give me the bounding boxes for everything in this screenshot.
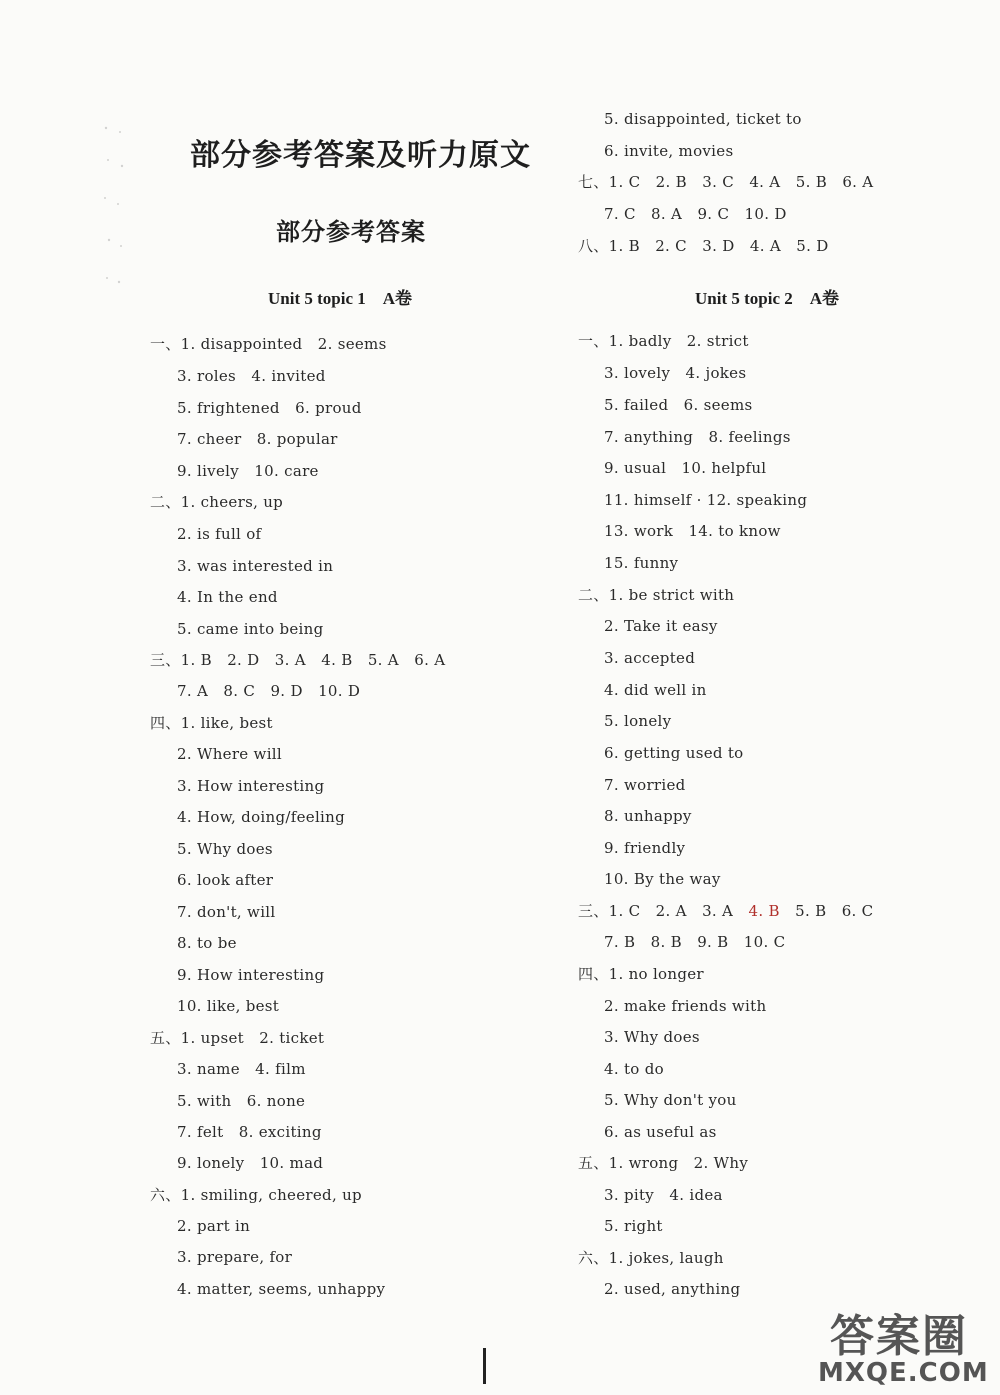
answer-line: 一、1. badly 2. strict [578, 332, 749, 350]
left-unit-heading: Unit 5 topic 1 A卷 [268, 289, 413, 308]
answer-line: 3. prepare, for [177, 1248, 293, 1266]
answer-line: 6. look after [177, 871, 274, 889]
answer-line: 3. accepted [604, 649, 696, 667]
answer-text: 5. B 6. C [779, 902, 874, 920]
answer-line: 4. to do [604, 1060, 664, 1078]
answer-line: 5. right [604, 1217, 663, 1235]
answer-line: 2. Where will [177, 745, 282, 763]
answer-line: 7. felt 8. exciting [177, 1123, 322, 1141]
answer-line: 5. disappointed, ticket to [604, 110, 802, 128]
answer-line: 八、1. B 2. C 3. D 4. A 5. D [578, 237, 829, 255]
answer-line: 3. name 4. film [177, 1060, 306, 1078]
answer-line: 10. like, best [177, 997, 280, 1015]
answer-line: 5. Why does [177, 840, 273, 858]
answer-line: 6. invite, movies [604, 142, 734, 160]
answer-line: 8. to be [177, 934, 237, 952]
answer-line: 5. with 6. none [177, 1092, 306, 1110]
answer-line: 3. roles 4. invited [177, 367, 326, 385]
answer-line: 四、1. no longer [578, 965, 704, 983]
watermark-url: MXQE.COM [818, 1358, 989, 1388]
section-title: 部分参考答案 [276, 218, 426, 246]
answer-line: 9. lively 10. care [177, 462, 319, 480]
answer-line: 7. B 8. B 9. B 10. C [604, 933, 786, 951]
answer-line: 11. himself · 12. speaking [604, 491, 808, 509]
answer-line: 3. lovely 4. jokes [604, 364, 747, 382]
answer-line: 六、1. smiling, cheered, up [150, 1186, 362, 1204]
answer-line: 3. pity 4. idea [604, 1186, 723, 1204]
answer-line: 二、1. be strict with [578, 586, 735, 604]
answer-text: 三、1. C 2. A 3. A [578, 902, 749, 920]
answer-line: 9. friendly [604, 839, 686, 857]
answer-line: 5. failed 6. seems [604, 396, 753, 414]
red-mark-answer: 4. B [748, 902, 780, 920]
answer-line: 3. How interesting [177, 777, 325, 795]
answer-line: 5. came into being [177, 620, 324, 638]
answer-line: 9. lonely 10. mad [177, 1154, 324, 1172]
answer-line: 7. A 8. C 9. D 10. D [177, 682, 361, 700]
answer-line: 6. as useful as [604, 1123, 717, 1141]
answer-line: 4. did well in [604, 681, 707, 699]
answer-line: 7. C 8. A 9. C 10. D [604, 205, 787, 223]
answer-line: 13. work 14. to know [604, 522, 781, 540]
answer-line: 5. Why don't you [604, 1091, 737, 1109]
answer-line: 五、1. upset 2. ticket [150, 1029, 325, 1047]
answer-line: 一、1. disappointed 2. seems [150, 335, 387, 353]
right-unit-heading: Unit 5 topic 2 A卷 [695, 289, 840, 308]
page-number-mark [483, 1348, 486, 1384]
answer-line: 9. usual 10. helpful [604, 459, 767, 477]
answer-line: 6. getting used to [604, 744, 744, 762]
answer-line: 4. In the end [177, 588, 278, 606]
answer-line: 7. cheer 8. popular [177, 430, 338, 448]
answer-line-mixed [578, 901, 873, 921]
answer-line: 7. don't, will [177, 903, 276, 921]
answer-line: 2. used, anything [604, 1280, 741, 1298]
answer-line: 七、1. C 2. B 3. C 4. A 5. B 6. A [578, 173, 874, 191]
answer-line: 9. How interesting [177, 966, 325, 984]
answer-line: 四、1. like, best [150, 714, 273, 732]
answer-line: 2. part in [177, 1217, 251, 1235]
answer-line: 5. frightened 6. proud [177, 399, 362, 417]
answer-line: 2. Take it easy [604, 617, 718, 635]
answer-line: 五、1. wrong 2. Why [578, 1154, 749, 1172]
site-watermark [812, 1300, 992, 1390]
answer-line: 六、1. jokes, laugh [578, 1249, 724, 1267]
answer-line: 15. funny [604, 554, 679, 572]
answer-line: 2. is full of [177, 525, 262, 543]
answer-line: 3. was interested in [177, 557, 334, 575]
answer-line: 4. How, doing/feeling [177, 808, 345, 826]
answer-line: 2. make friends with [604, 997, 767, 1015]
answer-line: 5. lonely [604, 712, 672, 730]
answer-line: 8. unhappy [604, 807, 692, 825]
answer-line: 10. By the way [604, 870, 721, 888]
answer-line: 7. worried [604, 776, 686, 794]
margin-speckles [100, 120, 130, 290]
answer-line: 7. anything 8. feelings [604, 428, 791, 446]
answer-line: 4. matter, seems, unhappy [177, 1280, 386, 1298]
answer-line: 三、1. B 2. D 3. A 4. B 5. A 6. A [150, 651, 446, 669]
page-title: 部分参考答案及听力原文 [190, 138, 531, 173]
answer-line: 3. Why does [604, 1028, 700, 1046]
answer-line: 二、1. cheers, up [150, 493, 284, 511]
watermark-logo-text: 答案圈 [830, 1311, 968, 1362]
